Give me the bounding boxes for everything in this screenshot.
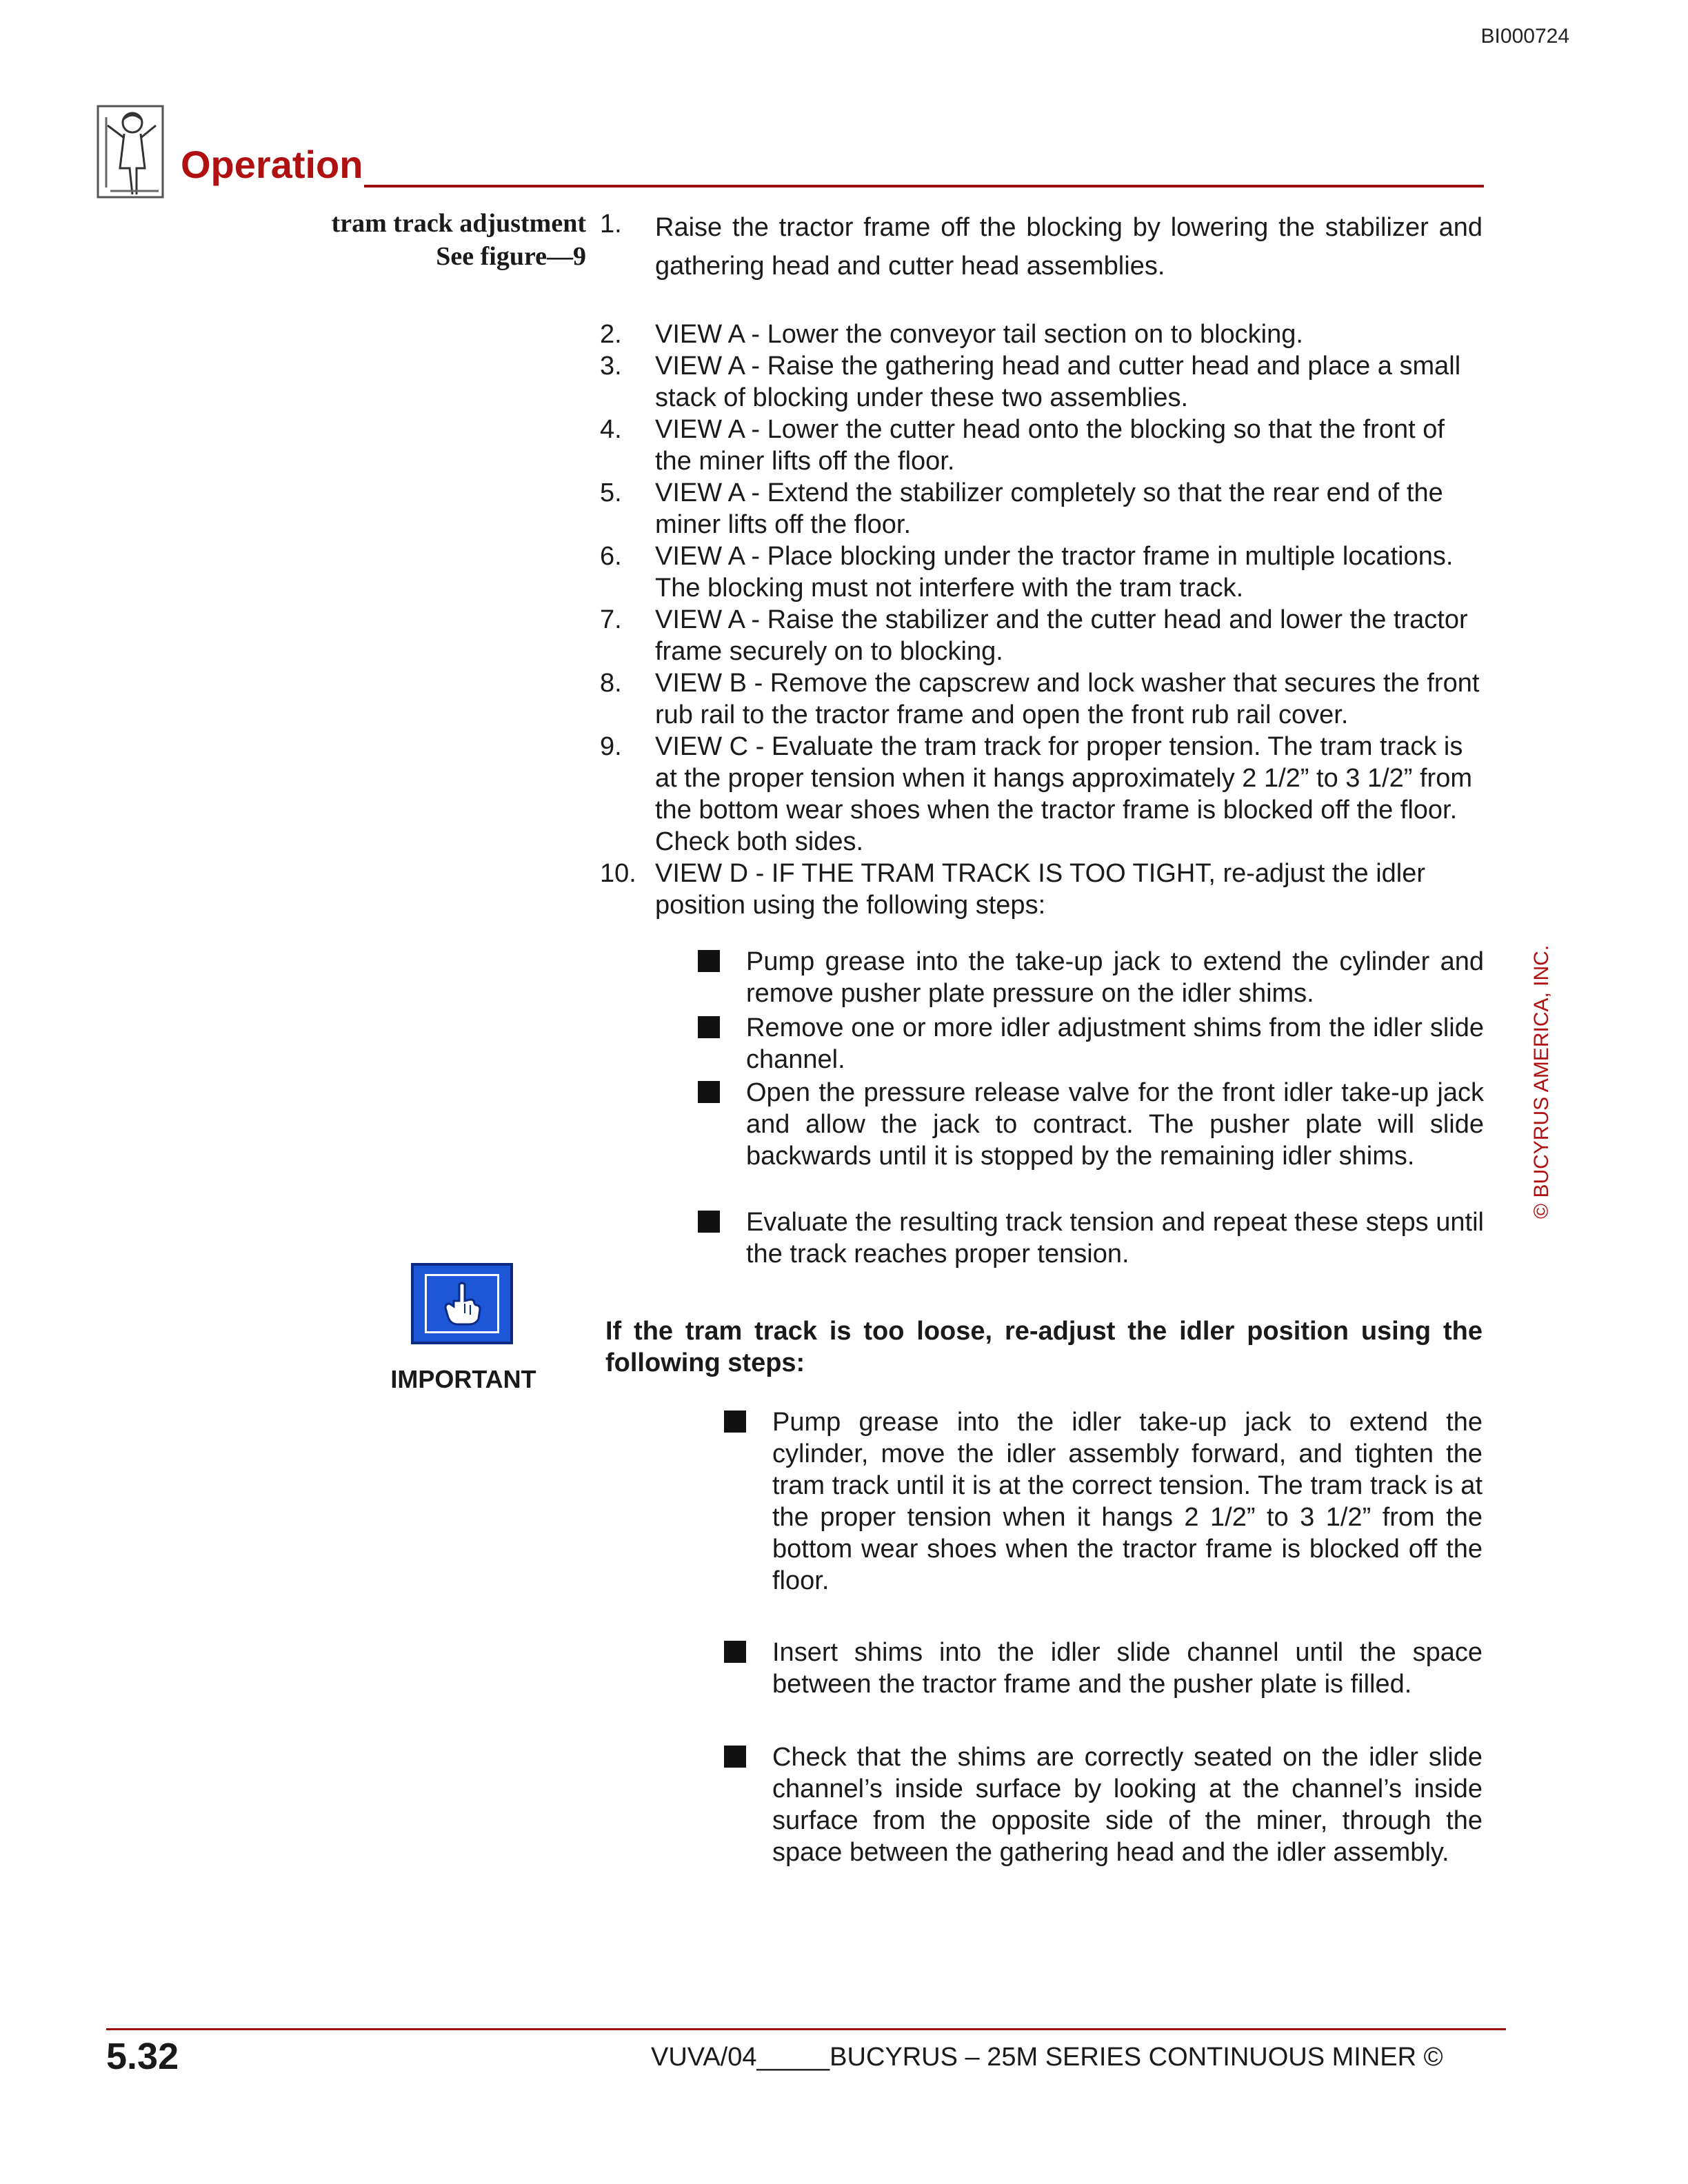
step-number: 10. bbox=[600, 859, 636, 888]
step-text: VIEW A - Lower the cutter head onto the blocking so that the front of the miner lifts off the floor. bbox=[655, 415, 1445, 476]
step-2 bbox=[600, 318, 1483, 350]
step-number: 2. bbox=[600, 320, 622, 349]
mechanic-figure-icon bbox=[97, 105, 164, 199]
step-number: 6. bbox=[600, 542, 622, 571]
step-number: 8. bbox=[600, 669, 622, 698]
step-9 bbox=[600, 731, 1483, 858]
loose-bullet-2 bbox=[724, 1637, 1483, 1700]
important-pointing-hand-icon bbox=[411, 1263, 513, 1344]
bullet-square-icon bbox=[698, 1211, 720, 1233]
copyright-text: © BUCYRUS AMERICA, INC. bbox=[1530, 944, 1553, 1219]
step-4 bbox=[600, 414, 1483, 477]
footer-rule bbox=[106, 2028, 1506, 2030]
step-text: VIEW A - Place blocking under the tractor frame in multiple locations. The blocking must not interfere with the tram track. bbox=[655, 542, 1454, 603]
step-number: 3. bbox=[600, 352, 622, 381]
section-title: Operation bbox=[181, 143, 363, 186]
step-text: VIEW A - Raise the stabilizer and the cutter head and lower the tractor frame securely on to blocking. bbox=[655, 605, 1468, 666]
step-5 bbox=[600, 477, 1483, 540]
bullet-square-icon bbox=[698, 1016, 720, 1038]
bullet-square-icon bbox=[724, 1641, 746, 1663]
tight-bullet-3 bbox=[698, 1077, 1484, 1172]
step-text: VIEW A - Extend the stabilizer completely so that the rear end of the miner lifts off the floor. bbox=[655, 478, 1443, 539]
important-label: IMPORTANT bbox=[390, 1365, 536, 1393]
tight-bullet-1 bbox=[698, 946, 1484, 1009]
step-3 bbox=[600, 350, 1483, 414]
footer-title: VUVA/04_____BUCYRUS – 25M SERIES CONTINUOUS MINER © bbox=[651, 2043, 1443, 2072]
bullet-text: Check that the shims are correctly seated on the idler slide channel’s inside surface by looking at the channel’s inside surface from the opposite side of the miner, through the space between the gathering head and the idler assembly. bbox=[772, 1743, 1483, 1867]
loose-bullet-3 bbox=[724, 1741, 1483, 1868]
step-6 bbox=[600, 540, 1483, 604]
bullet-text: Pump grease into the idler take-up jack to extend the cylinder, move the idler assembly forward, and tighten the tram track until it is at the correct tension. The tram track is at the proper tension when it hangs 2 1/2” to 3 1/2” from the bottom wear shoes when the tractor frame is blocked off the floor. bbox=[772, 1408, 1483, 1595]
step-number: 4. bbox=[600, 415, 622, 444]
bullet-text: Evaluate the resulting track tension and repeat these steps until the track reaches proper tension. bbox=[746, 1208, 1484, 1268]
bullet-text: Insert shims into the idler slide channel until the space between the tractor frame and the pusher plate is filled. bbox=[772, 1638, 1483, 1699]
step-8 bbox=[600, 667, 1483, 731]
side-label-figure-ref: See figure—9 bbox=[436, 242, 586, 271]
bullet-square-icon bbox=[724, 1746, 746, 1768]
title-rule bbox=[364, 185, 1484, 188]
step-text: VIEW A - Raise the gathering head and cutter head and place a small stack of blocking under these two assemblies. bbox=[655, 352, 1461, 412]
step-number: 5. bbox=[600, 478, 622, 507]
step-10 bbox=[600, 858, 1483, 921]
step-text: VIEW D - IF THE TRAM TRACK IS TOO TIGHT, re-adjust the idler position using the following steps: bbox=[655, 859, 1426, 920]
step-number: 7. bbox=[600, 605, 622, 634]
step-text: VIEW A - Lower the conveyor tail section on to blocking. bbox=[655, 320, 1303, 349]
step-number: 9. bbox=[600, 732, 622, 761]
bullet-text: Open the pressure release valve for the front idler take-up jack and allow the jack to contract. The pusher plate will slide backwards until it is stopped by the remaining idler shims. bbox=[746, 1078, 1484, 1171]
step-number: 1. bbox=[600, 210, 622, 239]
tight-bullet-2 bbox=[698, 1012, 1484, 1075]
side-label-topic: tram track adjustment bbox=[331, 209, 586, 238]
step-1 bbox=[600, 208, 1483, 285]
vertical-copyright bbox=[1520, 924, 1562, 1220]
bullet-text: Remove one or more idler adjustment shims from the idler slide channel. bbox=[746, 1013, 1484, 1074]
bullet-square-icon bbox=[724, 1410, 746, 1433]
page-number: 5.32 bbox=[106, 2036, 179, 2077]
step-text: Raise the tractor frame off the blocking by lowering the stabilizer and gathering head and cutter head assemblies. bbox=[655, 213, 1483, 281]
step-text: VIEW B - Remove the capscrew and lock washer that secures the front rub rail to the tractor frame and open the front rub rail cover. bbox=[655, 669, 1480, 729]
loose-intro: If the tram track is too loose, re-adjust the idler position using the following steps: bbox=[605, 1317, 1483, 1377]
document-id: BI000724 bbox=[1480, 25, 1569, 48]
bullet-square-icon bbox=[698, 1081, 720, 1103]
loose-bullet-1 bbox=[724, 1406, 1483, 1597]
step-7 bbox=[600, 604, 1483, 667]
side-label bbox=[262, 207, 586, 273]
tight-bullet-4 bbox=[698, 1206, 1484, 1270]
step-text: VIEW C - Evaluate the tram track for proper tension. The tram track is at the proper tension when it hangs approximately 2 1/2” to 3 1/2” from the bottom wear shoes when the tractor frame is blocked off the floor. Check both sides. bbox=[655, 732, 1472, 856]
bullet-text: Pump grease into the take-up jack to extend the cylinder and remove pusher plate pressure on the idler shims. bbox=[746, 947, 1484, 1008]
bullet-square-icon bbox=[698, 950, 720, 972]
